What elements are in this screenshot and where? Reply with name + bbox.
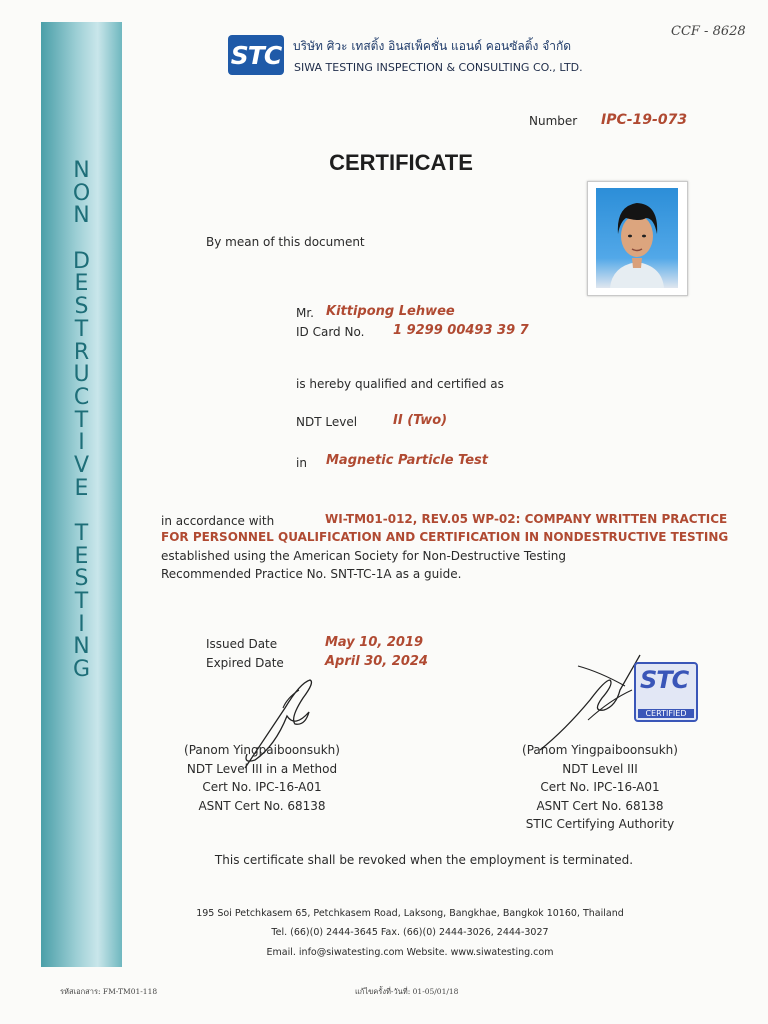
side-band-letter: E <box>74 271 89 297</box>
test-method: Magnetic Particle Test <box>326 453 489 468</box>
side-band-letter: S <box>74 566 89 592</box>
company-logo: STC <box>228 35 284 75</box>
side-band-letter: T <box>74 316 89 342</box>
side-band-letter: D <box>73 248 90 274</box>
side-band-letter: N <box>73 203 90 229</box>
side-band-letter: U <box>73 362 90 388</box>
side-band-letter: I <box>78 430 85 456</box>
certificate-title: CERTIFICATE <box>329 150 473 175</box>
issued-date: May 10, 2019 <box>325 635 424 650</box>
side-band-letter: C <box>73 384 90 410</box>
side-band-letter: G <box>72 657 91 683</box>
recommended-practice-text: Recommended Practice No. SNT-TC-1A as a guide. <box>161 567 462 581</box>
company-name-thai: บริษัท ศิวะ เทสติ้ง อินสเพ็คชั่น แอนด์ คอนซัลติ้ง จำกัด <box>293 39 572 53</box>
side-band-letter: R <box>73 339 90 365</box>
stamp-logo: STC <box>640 666 689 694</box>
side-band-letter: E <box>74 543 89 569</box>
holder-name: Kittipong Lehwee <box>326 304 455 319</box>
signatory-authority: STIC Certifying Authority <box>525 817 675 831</box>
expired-date-label: Expired Date <box>206 656 284 670</box>
holder-photo <box>596 188 678 288</box>
holder-photo-frame <box>587 181 688 296</box>
issued-date-label: Issued Date <box>206 637 278 651</box>
side-band-letter: T <box>74 407 89 433</box>
signatory-cert: Cert No. IPC-16-A01 <box>540 780 660 794</box>
signatory-asnt: ASNT Cert No. 68138 <box>536 798 664 813</box>
established-text: established using the American Society for Non-Destructive Testing <box>161 549 567 563</box>
side-band-letter: O <box>72 180 91 206</box>
intro-text: By mean of this document <box>206 235 365 249</box>
side-band-letter: N <box>73 634 90 660</box>
ndt-level-label: NDT Level <box>296 415 358 429</box>
side-band-letter: I <box>78 611 85 637</box>
signatory-level: NDT Level III <box>562 761 638 776</box>
ndt-level-value: II (Two) <box>393 413 448 428</box>
right-signatory-block <box>510 741 690 834</box>
revision-info: แก้ไขครั้งที่-วันที่: 01-05/01/18 <box>355 987 459 996</box>
title-prefix: Mr. <box>296 306 314 320</box>
side-band-letter: N <box>73 158 90 183</box>
signatory-name: (Panom Yingpaiboonsukh) <box>522 743 678 757</box>
side-band-letter: T <box>74 589 89 615</box>
expired-date: April 30, 2024 <box>325 654 428 669</box>
certified-stamp <box>634 662 698 722</box>
accordance-standard-line2: FOR PERSONNEL QUALIFICATION AND CERTIFICATION IN NONDESTRUCTIVE TESTING <box>161 530 729 544</box>
side-band-letter: V <box>73 452 90 478</box>
company-email: Email. info@siwatesting.com Website. www.siwatesting.com <box>266 947 554 958</box>
method-prefix: in <box>296 456 307 470</box>
company-phone: Tel. (66)(0) 2444-3645 Fax. (66)(0) 2444-3026, 2444-3027 <box>271 927 549 938</box>
side-band-letter: S <box>74 294 89 320</box>
id-card-number: 1 9299 00493 39 7 <box>393 323 529 338</box>
signatory-asnt: ASNT Cert No. 68138 <box>198 798 326 813</box>
stamp-text: CERTIFIED <box>638 709 694 718</box>
signatory-level: NDT Level III in a Method <box>186 761 338 776</box>
revocation-note: This certificate shall be revoked when the employment is terminated. <box>214 853 634 867</box>
company-address: 195 Soi Petchkasem 65, Petchkasem Road, Laksong, Bangkhae, Bangkok 10160, Thailand <box>196 908 624 919</box>
form-code: รหัสเอกสาร: FM-TM01-118 <box>60 987 158 996</box>
handwritten-reference: CCF - 8628 <box>671 24 746 39</box>
side-band-letter: E <box>74 475 89 501</box>
company-name-english: SIWA TESTING INSPECTION & CONSULTING CO., LTD. <box>294 61 583 74</box>
accordance-label: in accordance with <box>161 514 275 528</box>
qualified-text: is hereby qualified and certified as <box>296 377 504 391</box>
signatory-cert: Cert No. IPC-16-A01 <box>202 780 322 794</box>
left-signatory-block <box>172 741 352 815</box>
id-card-label: ID Card No. <box>296 325 365 339</box>
side-band-text <box>41 160 122 682</box>
signatory-name: (Panom Yingpaiboonsukh) <box>184 743 340 757</box>
certificate-number-label: Number <box>529 114 578 128</box>
side-band-letter: T <box>74 521 89 546</box>
certificate-number: IPC-19-073 <box>601 112 688 128</box>
accordance-standard-line1: WI-TM01-012, REV.05 WP-02: COMPANY WRITTEN PRACTICE <box>325 512 728 526</box>
